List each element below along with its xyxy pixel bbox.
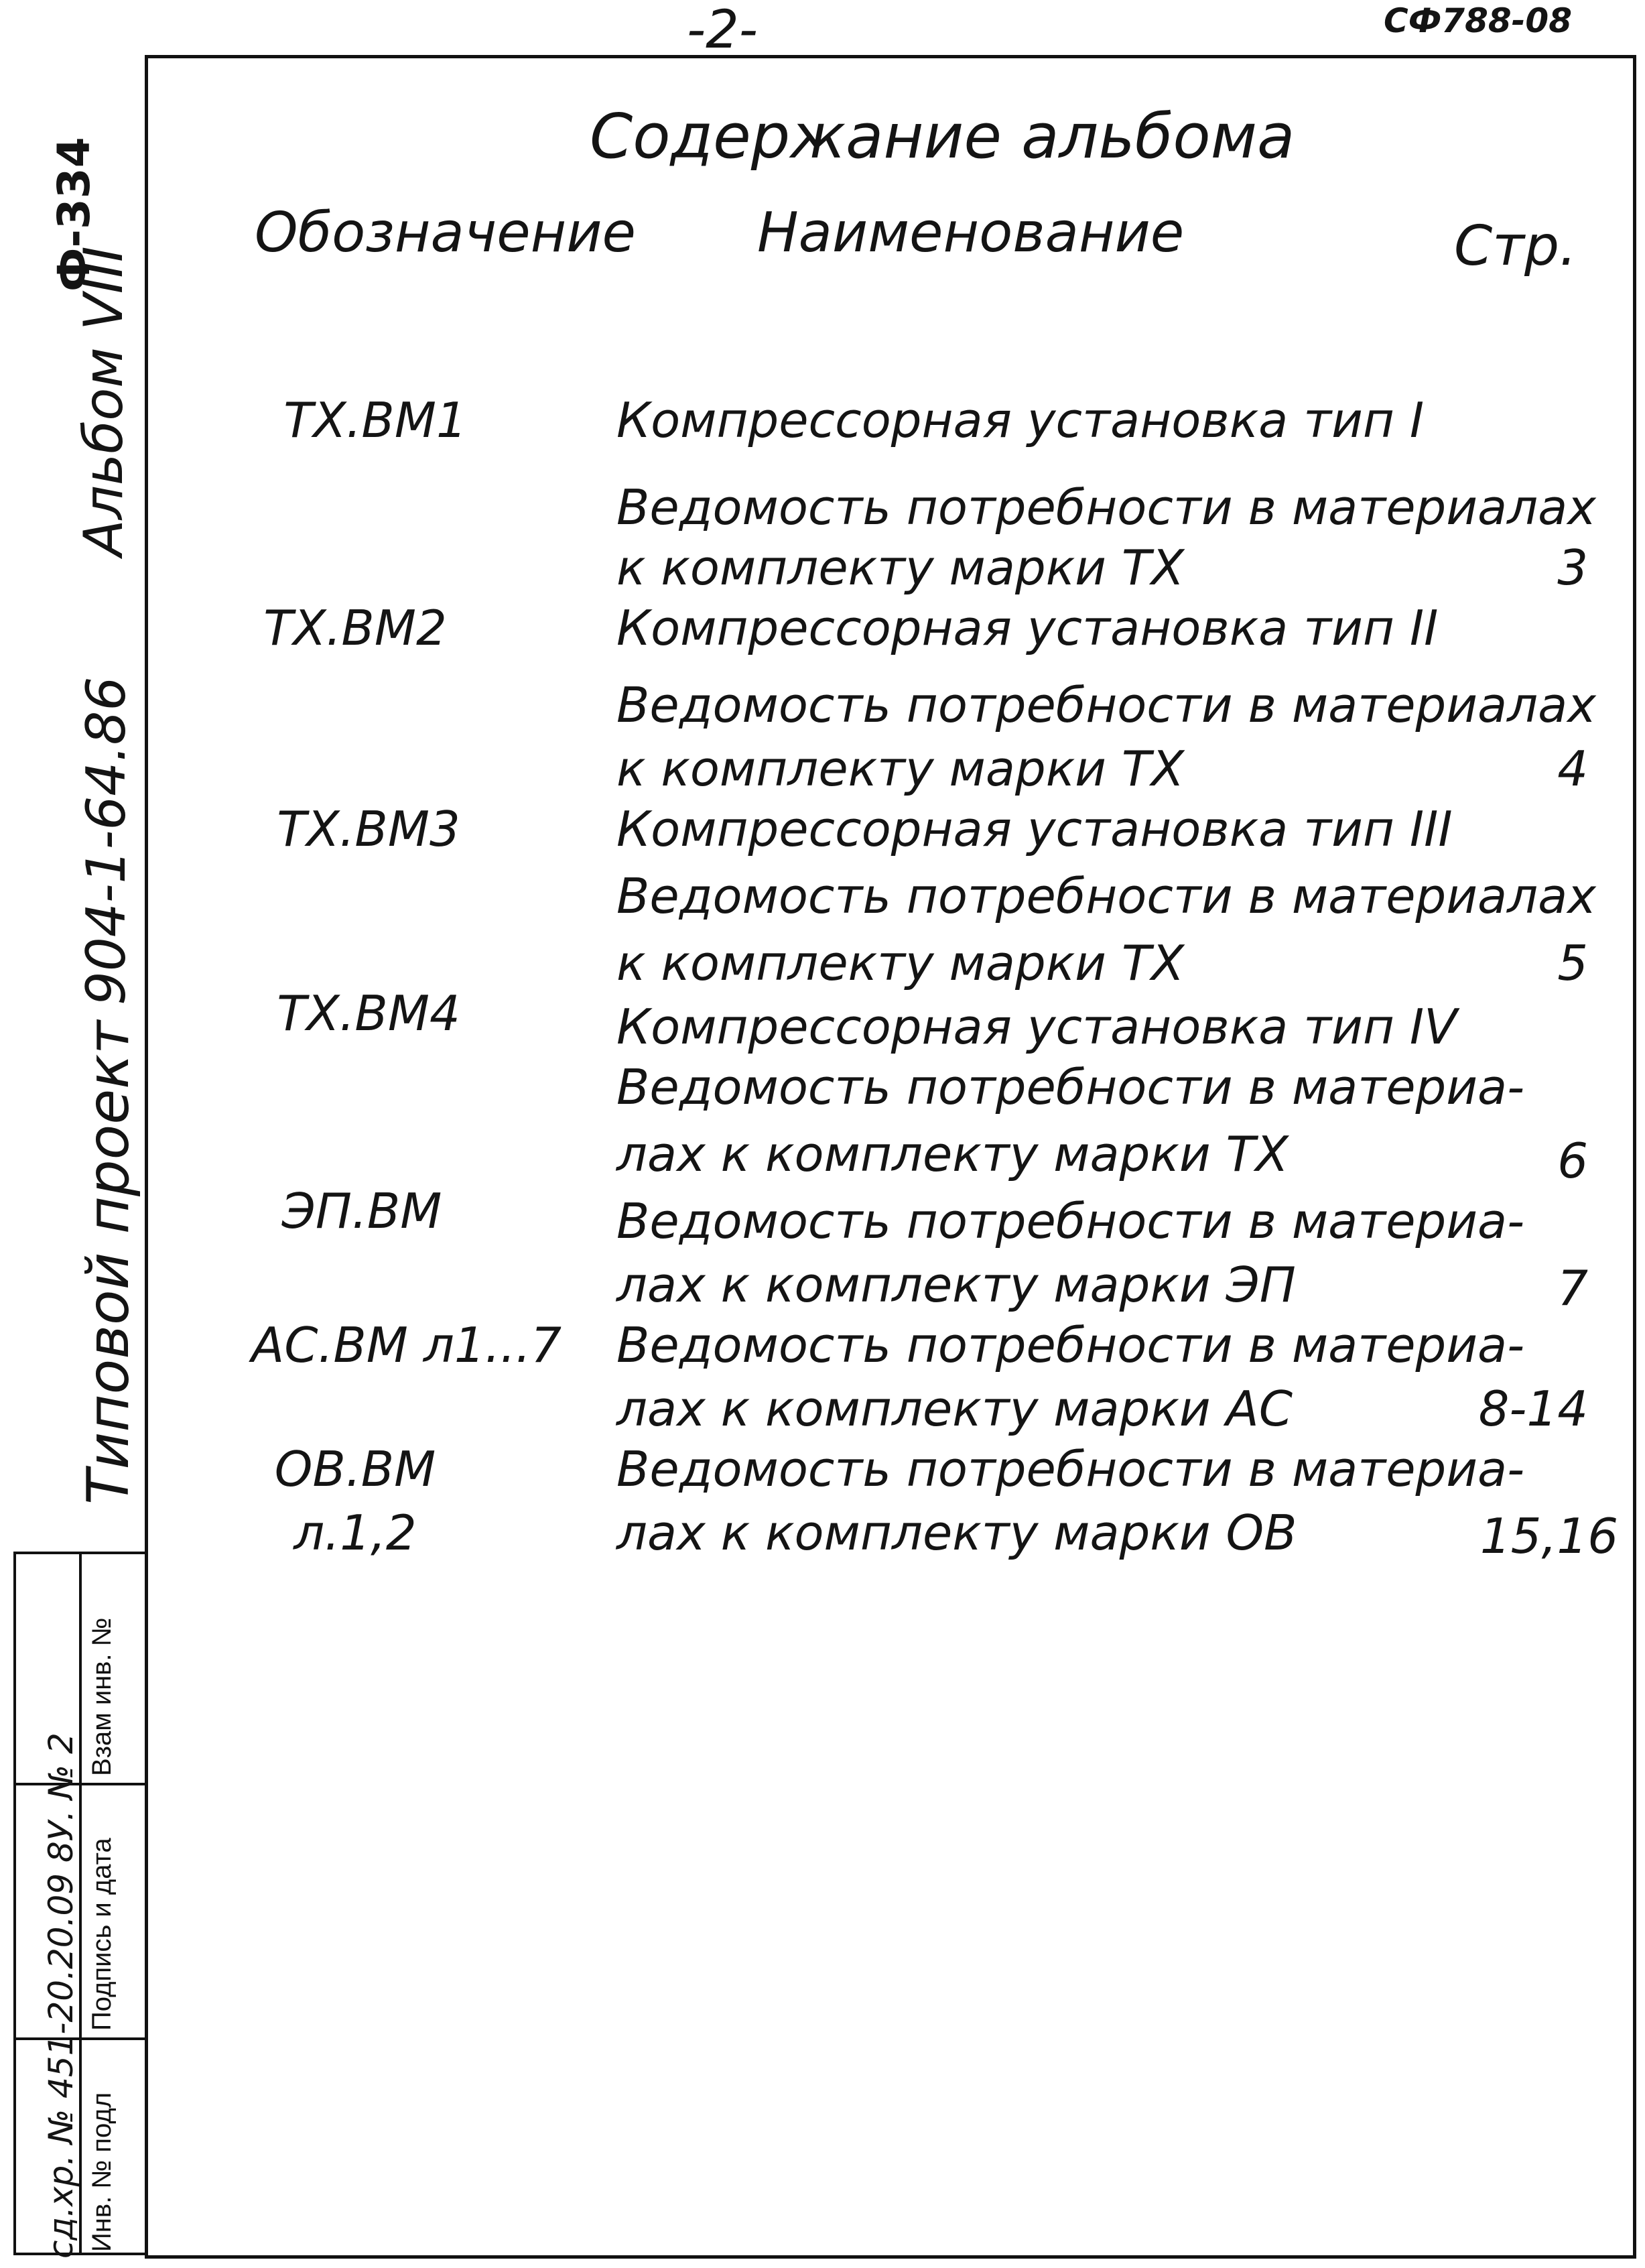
row-code: ТХ.ВМ1 [283,392,467,448]
row-code: ТХ.ВМ3 [277,801,460,857]
document-title: Содержание альбома [590,101,1295,172]
row-line: лах к комплекту марки ТХ [616,1126,1289,1182]
row-page: 15,16 [1479,1508,1618,1564]
row-code: ЭП.ВМ [281,1183,442,1239]
row-line: к комплекту марки ТХ [616,540,1185,596]
page-number: -2- [687,0,758,60]
row-code: ТХ.ВМ4 [277,985,460,1042]
column-header-name: Наименование [757,201,1185,265]
album-code: Ф-334 [48,137,100,292]
column-header-designation: Обозначение [255,201,636,265]
row-line: к комплекту марки ТХ [616,741,1185,797]
project-code: 904-1-64.86 [75,676,137,1005]
row-page: 4 [1557,741,1588,797]
row-line: Ведомость потребности в материалах [616,868,1596,924]
row-code: л.1,2 [293,1505,417,1561]
stamp-label-inventory: Инв. № подл [87,2092,117,2252]
row-line: Ведомость потребности в материа- [616,1441,1525,1497]
row-line: Ведомость потребности в материалах [616,677,1596,733]
row-line: Ведомость потребности в материа- [616,1193,1525,1249]
stamp-label-signature: Подпись и дата [87,1838,117,2031]
row-line: Ведомость потребности в материа- [616,1059,1525,1115]
row-line: Компрессорная установка тип I [616,392,1425,448]
row-page: 6 [1557,1133,1588,1189]
row-page: 5 [1557,935,1588,991]
row-line: Ведомость потребности в материа- [616,1317,1525,1373]
row-code: АС.ВМ л1...7 [251,1317,562,1373]
row-line: лах к комплекту марки АС [616,1381,1293,1437]
row-page: 3 [1557,540,1588,596]
row-line: лах к комплекту марки ОВ [616,1505,1297,1561]
row-page: 7 [1557,1260,1588,1316]
row-line: лах к комплекту марки ЭП [616,1257,1296,1313]
stamp-label-replacement: Взам инв. № [87,1617,117,1776]
row-page: 8-14 [1478,1381,1588,1437]
sheet-code: СФ788-08 [1384,1,1572,40]
album-label: Альбом VIII [72,246,135,556]
project-label: Типовой проект [75,1020,142,1505]
archive-note: сд.хр. № 451-20.20.09 8У. № 2 [42,1732,80,2259]
row-code: ОВ.ВМ [274,1441,436,1497]
row-line: Компрессорная установка тип IV [616,999,1457,1055]
row-code: ТХ.ВМ2 [263,600,447,656]
row-line: Ведомость потребности в материалах [616,479,1596,536]
row-line: Компрессорная установка тип II [616,600,1439,656]
row-line: к комплекту марки ТХ [616,935,1185,991]
row-line: Компрессорная установка тип III [616,801,1453,857]
column-header-page: Стр. [1454,214,1577,278]
